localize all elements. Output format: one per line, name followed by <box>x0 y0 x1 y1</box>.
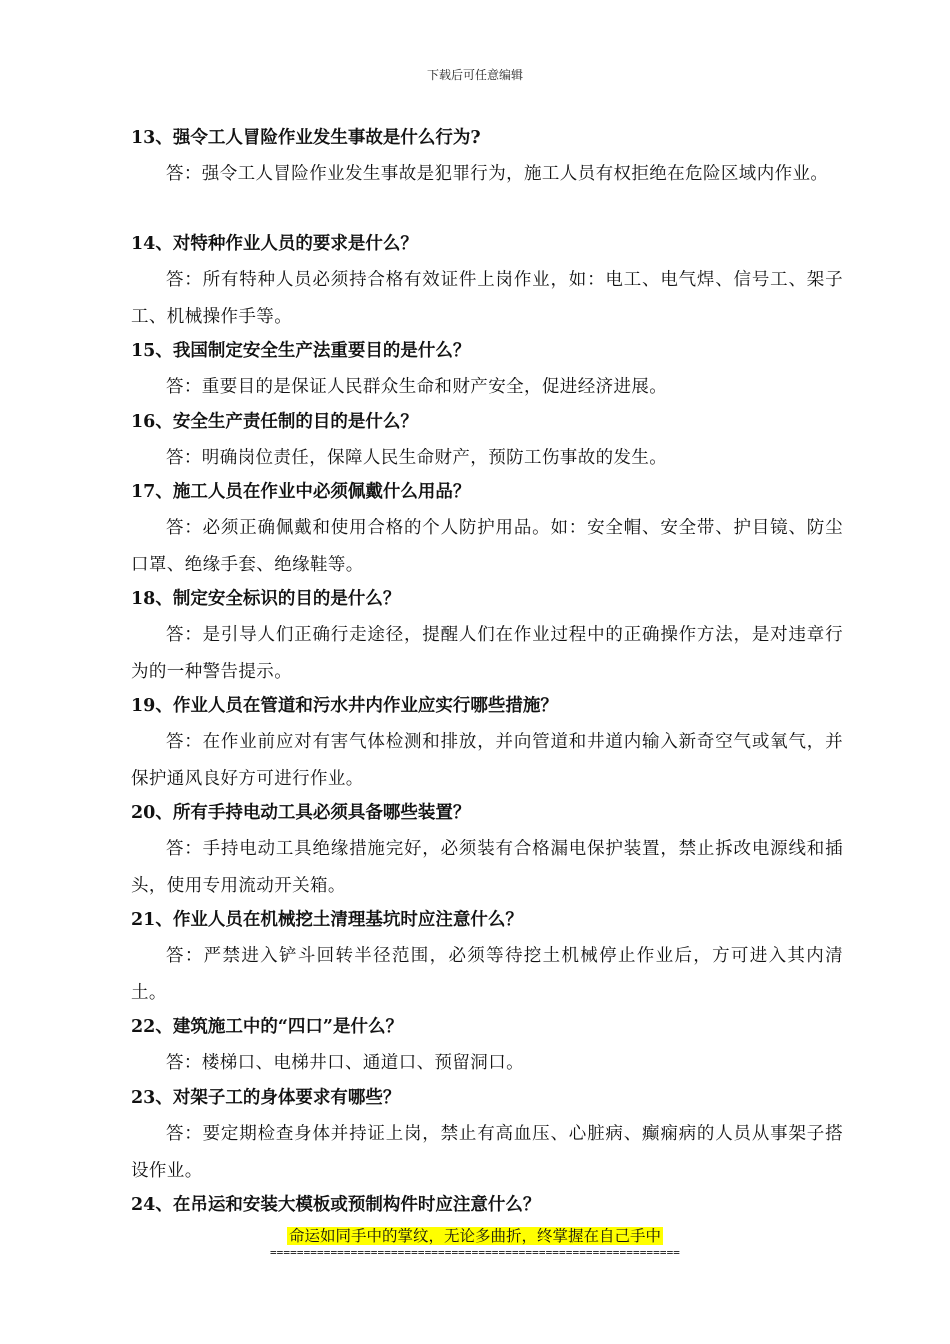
qa-item-21 <box>131 908 843 1012</box>
qa-item-13 <box>131 126 843 193</box>
qa-item-15 <box>131 339 843 406</box>
question-15: 15、我国制定安全生产法重要目的是什么？ <box>131 341 471 361</box>
answer-16: 答：明确岗位责任，保障人民生命财产，预防工伤事故的发生。 <box>166 448 668 468</box>
answer-15: 答：重要目的是保证人民群众生命和财产安全，促进经济进展。 <box>166 377 668 397</box>
qa-item-22 <box>131 1015 843 1082</box>
question-13: 13、强令工人冒险作业发生事故是什么行为? <box>131 128 481 148</box>
question-14: 14、对特种作业人员的要求是什么？ <box>131 234 418 254</box>
answer-14: 答：所有特种人员必须持合格有效证件上岗作业，如：电工、电气焊、信号工、架子工、机械操作手等。 <box>131 270 843 327</box>
answer-17: 答：必须正确佩戴和使用合格的个人防护用品。如：安全帽、安全带、护目镜、防尘口罩、绝缘手套、绝缘鞋等。 <box>131 518 843 575</box>
qa-item-16 <box>131 410 843 477</box>
question-19: 19、作业人员在管道和污水井内作业应实行哪些措施？ <box>131 696 558 716</box>
answer-13: 答：强令工人冒险作业发生事故是犯罪行为，施工人员有权拒绝在危险区域内作业。 <box>166 164 829 184</box>
question-20: 20、所有手持电动工具必须具备哪些装置？ <box>131 803 471 823</box>
qa-item-14 <box>131 232 843 336</box>
answer-23: 答：要定期检查身体并持证上岗，禁止有高血压、心脏病、癫痫病的人员从事架子搭设作业。 <box>131 1124 843 1181</box>
qa-item-24 <box>131 1193 843 1217</box>
question-16: 16、安全生产责任制的目的是什么？ <box>131 412 418 432</box>
qa-item-18 <box>131 587 843 691</box>
answer-22: 答：楼梯口、电梯井口、通道口、预留洞口。 <box>166 1053 524 1073</box>
qa-item-20 <box>131 801 843 905</box>
footer-banner <box>0 1226 950 1246</box>
question-24: 24、在吊运和安装大模板或预制构件时应注意什么？ <box>131 1195 541 1215</box>
answer-20: 答：手持电动工具绝缘措施完好，必须装有合格漏电保护装置，禁止拆改电源线和插头，使用专用流动开关箱。 <box>131 839 843 896</box>
qa-item-23 <box>131 1086 843 1190</box>
footer-rule: ============================================================= <box>269 1246 681 1259</box>
question-23: 23、对架子工的身体要求有哪些？ <box>131 1088 401 1108</box>
footer-banner-text: 命运如同手中的掌纹，无论多曲折，终掌握在自己手中 <box>288 1227 661 1245</box>
question-18: 18、制定安全标识的目的是什么？ <box>131 589 401 609</box>
question-22: 22、建筑施工中的“四口”是什么？ <box>131 1017 403 1037</box>
qa-item-19 <box>131 694 843 798</box>
answer-18: 答：是引导人们正确行走途径，提醒人们在作业过程中的正确操作方法，是对违章行为的一种警告提示。 <box>131 625 843 682</box>
qa-item-17 <box>131 480 843 584</box>
question-21: 21、作业人员在机械挖土清理基坑时应注意什么？ <box>131 910 523 930</box>
header-note: 下载后可任意编辑 <box>426 68 523 82</box>
question-17: 17、施工人员在作业中必须佩戴什么用品？ <box>131 482 471 502</box>
answer-21: 答：严禁进入铲斗回转半径范围，必须等待挖土机械停止作业后，方可进入其内清土。 <box>131 946 843 1003</box>
answer-19: 答：在作业前应对有害气体检测和排放，并向管道和井道内输入新奇空气或氧气，并保护通风良好方可进行作业。 <box>131 732 843 789</box>
